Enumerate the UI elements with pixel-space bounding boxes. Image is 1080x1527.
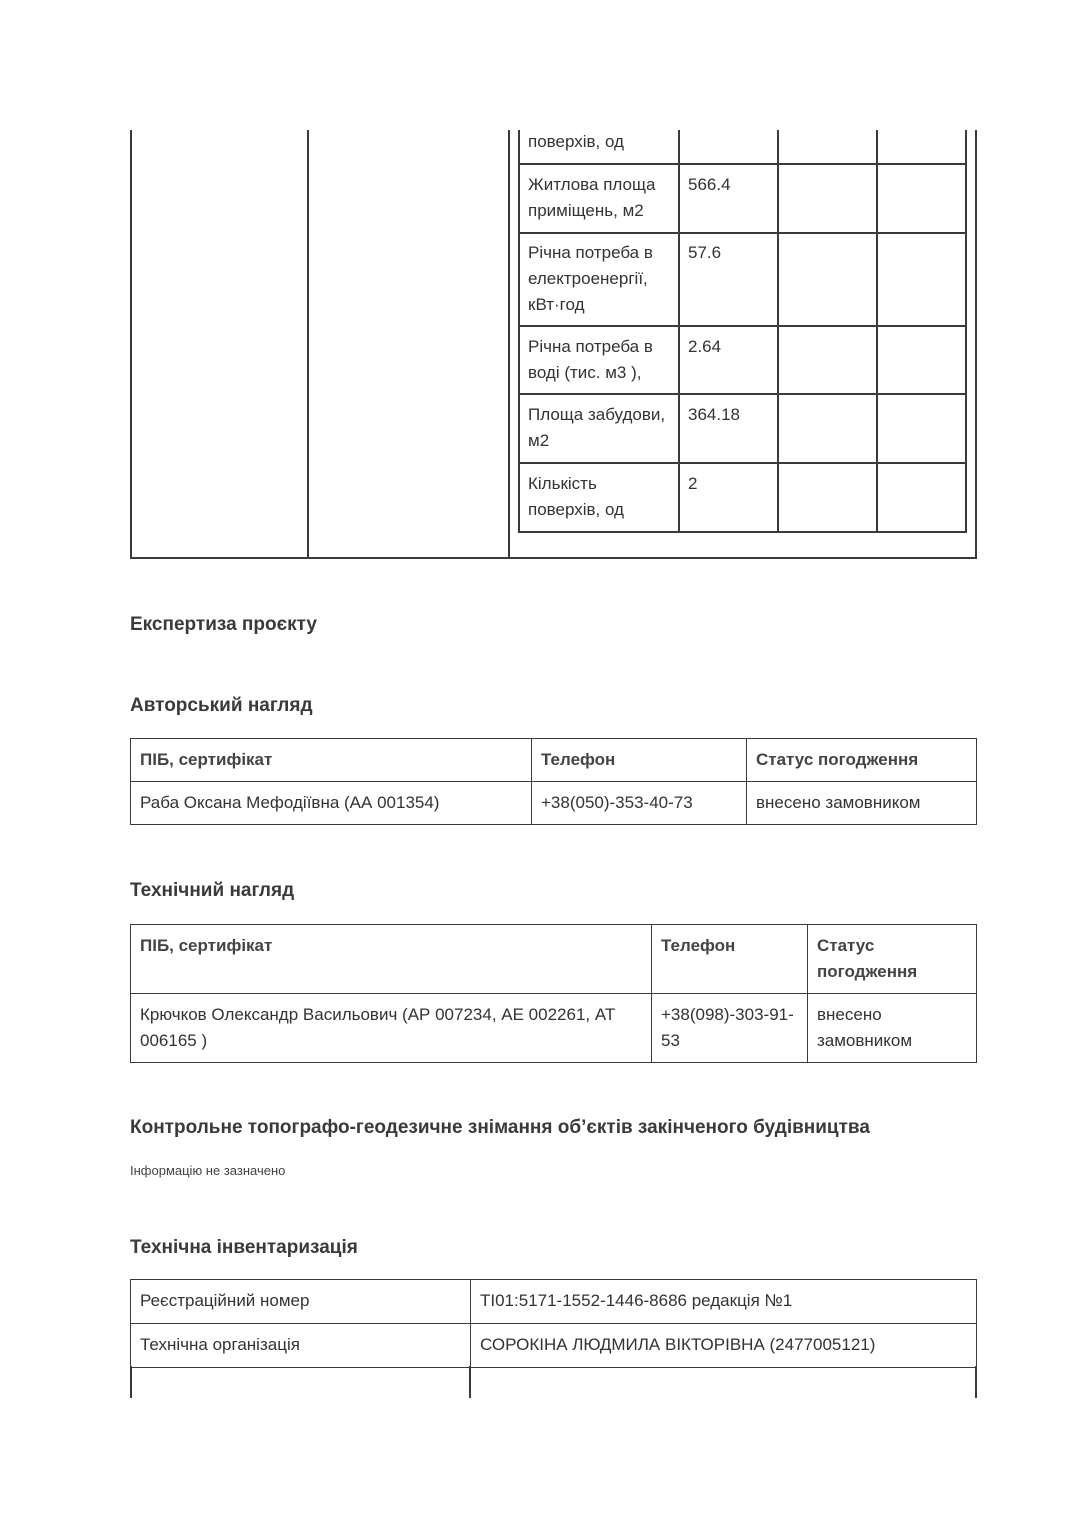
header-phone: Телефон	[532, 739, 747, 782]
tech-supervisor-status: внесено замовником	[808, 994, 977, 1063]
param-value: 57.6	[688, 243, 722, 262]
inventory-value: ТІ01:5171-1552-1446-8686 редакція №1	[471, 1280, 977, 1324]
inventory-label: Реєстраційний номер	[131, 1280, 471, 1324]
param-label: Житлова площа приміщень, м2	[528, 175, 656, 220]
inventory-value: СОРОКІНА ЛЮДМИЛА ВІКТОРІВНА (2477005121)	[471, 1324, 977, 1368]
expertise-heading: Експертиза проєкту	[130, 614, 317, 635]
header-name: ПІБ, сертифікат	[131, 925, 652, 994]
tech-inventory-heading: Технічна інвентаризація	[130, 1237, 358, 1258]
topo-survey-heading: Контрольне топографо-геодезичне знімання об’єктів закінченого будівництва	[130, 1117, 870, 1138]
header-name: ПІБ, сертифікат	[131, 739, 532, 782]
header-status: Статус погодження	[747, 739, 977, 782]
header-status: Статус погодження	[808, 925, 977, 994]
param-label: поверхів, од	[528, 132, 624, 151]
param-label: Площа забудови, м2	[528, 405, 666, 450]
author-name: Раба Оксана Мефодіївна (АА 001354)	[131, 782, 532, 825]
author-phone: +38(050)-353-40-73	[532, 782, 747, 825]
tech-supervisor-name: Крючков Олександр Васильович (АР 007234, АЕ 002261, АТ 006165 )	[131, 994, 652, 1063]
topo-survey-note: Інформацію не зазначено	[130, 1163, 286, 1178]
inventory-label: Технічна організація	[131, 1324, 471, 1368]
param-label: Річна потреба в воді (тис. м3 ),	[528, 337, 653, 382]
tech-supervisor-phone: +38(098)-303-91-53	[652, 994, 808, 1063]
param-label: Кількість поверхів, од	[528, 474, 624, 519]
param-value: 2.64	[688, 337, 722, 356]
param-label: Річна потреба в електроенергії, кВт·год	[528, 243, 653, 314]
param-value: 2	[688, 474, 698, 493]
tech-supervision-table	[130, 924, 977, 1063]
param-value: 364.18	[688, 405, 740, 424]
tech-supervision-heading: Технічний нагляд	[130, 880, 295, 901]
author-status: внесено замовником	[747, 782, 977, 825]
tech-inventory-table	[130, 1279, 977, 1368]
header-phone: Телефон	[652, 925, 808, 994]
author-supervision-heading: Авторський нагляд	[130, 695, 313, 716]
author-supervision-table	[130, 738, 977, 825]
param-value: 566.4	[688, 175, 731, 194]
